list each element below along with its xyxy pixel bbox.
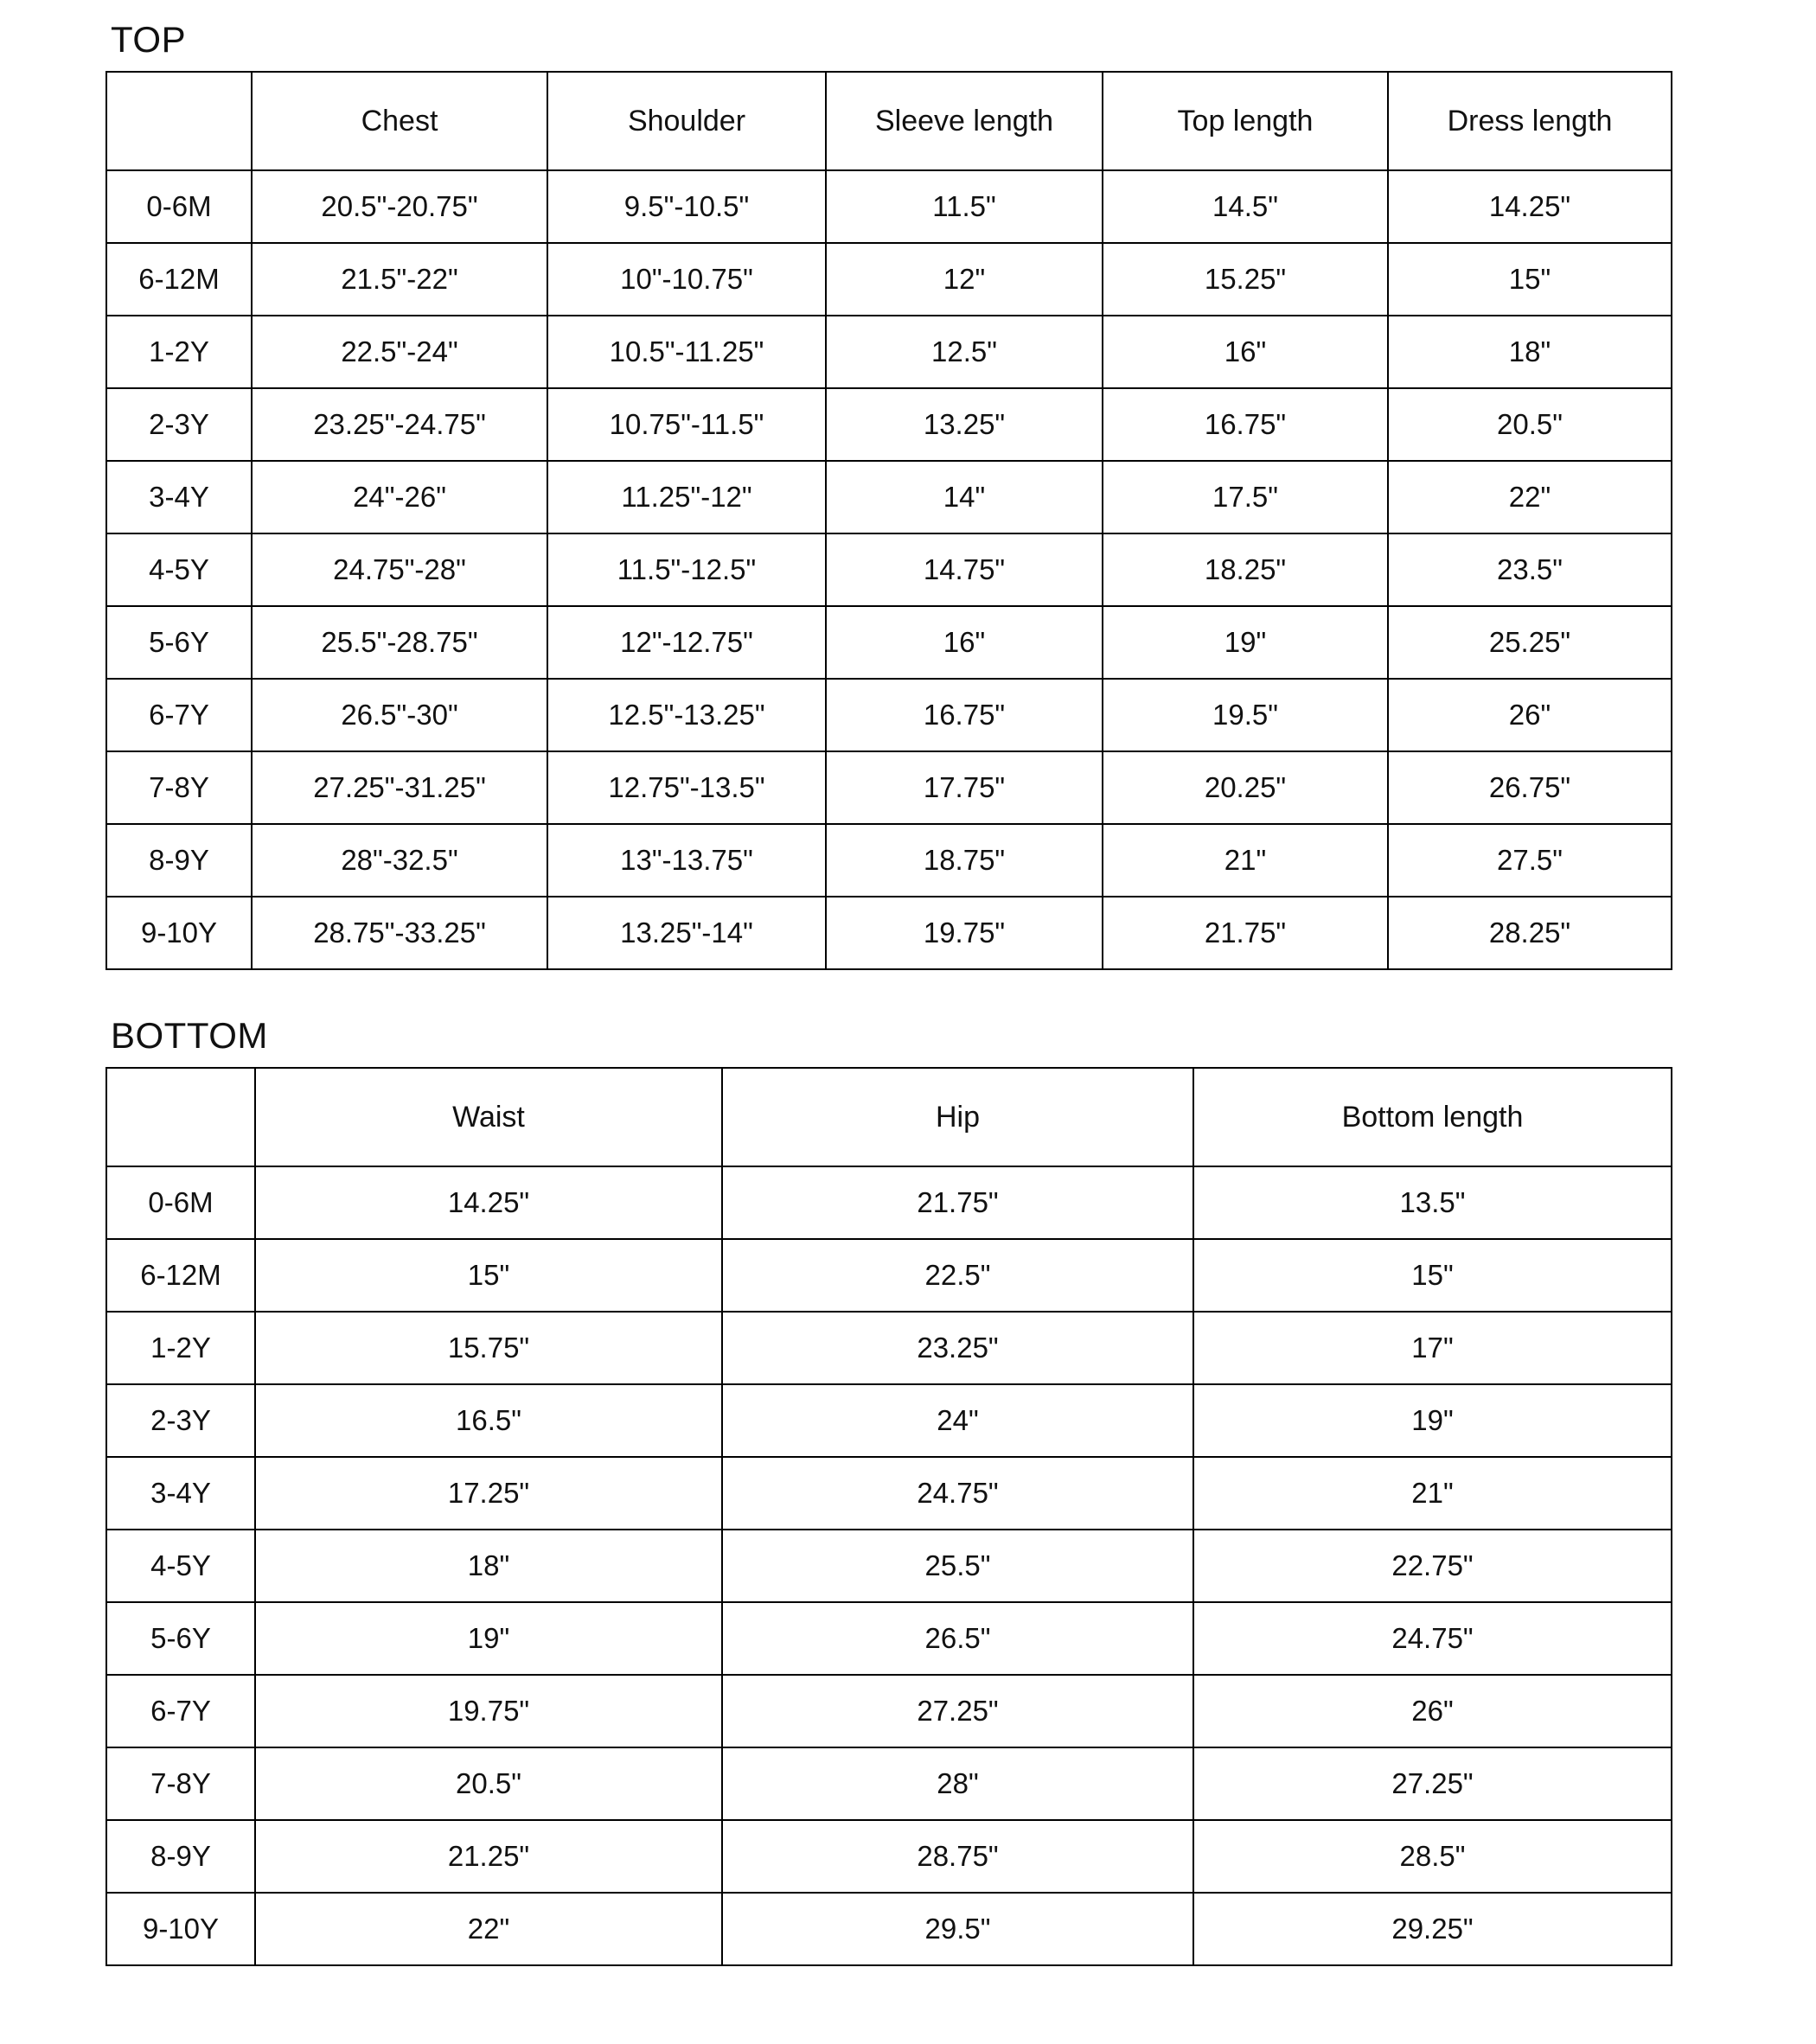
cell-top-length: 20.25" [1103,751,1388,824]
column-header-bottom-length: Bottom length [1193,1068,1672,1166]
cell-chest: 21.5"-22" [252,243,547,316]
cell-bottom-length: 17" [1193,1312,1672,1384]
cell-size: 9-10Y [106,897,252,969]
table-row [106,1166,1672,1239]
table-header-row [106,1068,1672,1166]
cell-waist: 15.75" [255,1312,722,1384]
table-row [106,533,1672,606]
table-row [106,1457,1672,1530]
cell-size: 2-3Y [106,1384,255,1457]
column-header-sleeve-length: Sleeve length [826,72,1103,170]
cell-shoulder: 13.25"-14" [547,897,826,969]
cell-hip: 22.5" [722,1239,1193,1312]
cell-hip: 25.5" [722,1530,1193,1602]
cell-hip: 24" [722,1384,1193,1457]
cell-sleeve-length: 17.75" [826,751,1103,824]
cell-bottom-length: 22.75" [1193,1530,1672,1602]
table-row [106,1675,1672,1747]
cell-sleeve-length: 16" [826,606,1103,679]
cell-top-length: 21.75" [1103,897,1388,969]
cell-bottom-length: 19" [1193,1384,1672,1457]
cell-top-length: 19.5" [1103,679,1388,751]
cell-sleeve-length: 16.75" [826,679,1103,751]
column-header-hip: Hip [722,1068,1193,1166]
top-table-head [106,72,1672,170]
cell-bottom-length: 21" [1193,1457,1672,1530]
table-row [106,243,1672,316]
cell-waist: 18" [255,1530,722,1602]
cell-hip: 23.25" [722,1312,1193,1384]
table-row [106,1893,1672,1965]
cell-dress-length: 18" [1388,316,1672,388]
cell-shoulder: 11.5"-12.5" [547,533,826,606]
cell-top-length: 14.5" [1103,170,1388,243]
cell-hip: 21.75" [722,1166,1193,1239]
cell-top-length: 18.25" [1103,533,1388,606]
cell-top-length: 16.75" [1103,388,1388,461]
cell-size: 3-4Y [106,461,252,533]
table-row [106,824,1672,897]
cell-size: 4-5Y [106,533,252,606]
cell-sleeve-length: 14.75" [826,533,1103,606]
table-row [106,897,1672,969]
cell-sleeve-length: 18.75" [826,824,1103,897]
table-row [106,1239,1672,1312]
cell-chest: 24.75"-28" [252,533,547,606]
cell-waist: 20.5" [255,1747,722,1820]
cell-sleeve-length: 19.75" [826,897,1103,969]
cell-waist: 22" [255,1893,722,1965]
cell-top-length: 17.5" [1103,461,1388,533]
bottom-section-title: BOTTOM [111,1015,268,1056]
cell-size: 5-6Y [106,1602,255,1675]
cell-size: 5-6Y [106,606,252,679]
bottom-size-table [106,1067,1672,1966]
cell-size: 1-2Y [106,316,252,388]
column-header-shoulder: Shoulder [547,72,826,170]
cell-bottom-length: 28.5" [1193,1820,1672,1893]
cell-hip: 26.5" [722,1602,1193,1675]
table-row [106,679,1672,751]
cell-bottom-length: 15" [1193,1239,1672,1312]
column-header-dress-length: Dress length [1388,72,1672,170]
top-size-table [106,71,1672,970]
cell-chest: 20.5"-20.75" [252,170,547,243]
cell-size: 6-7Y [106,679,252,751]
cell-chest: 22.5"-24" [252,316,547,388]
cell-size: 0-6M [106,1166,255,1239]
cell-bottom-length: 26" [1193,1675,1672,1747]
top-table-body [106,170,1672,969]
section-spacer [0,970,1816,1015]
cell-dress-length: 27.5" [1388,824,1672,897]
cell-dress-length: 28.25" [1388,897,1672,969]
column-header-chest: Chest [252,72,547,170]
cell-hip: 24.75" [722,1457,1193,1530]
table-row [106,1384,1672,1457]
bottom-table-head [106,1068,1672,1166]
table-row [106,1820,1672,1893]
table-header-row [106,72,1672,170]
cell-dress-length: 26" [1388,679,1672,751]
cell-chest: 26.5"-30" [252,679,547,751]
cell-size: 8-9Y [106,1820,255,1893]
cell-shoulder: 10.5"-11.25" [547,316,826,388]
cell-dress-length: 26.75" [1388,751,1672,824]
cell-hip: 28" [722,1747,1193,1820]
cell-shoulder: 10"-10.75" [547,243,826,316]
table-row [106,751,1672,824]
cell-waist: 21.25" [255,1820,722,1893]
cell-shoulder: 12.75"-13.5" [547,751,826,824]
cell-top-length: 15.25" [1103,243,1388,316]
cell-shoulder: 10.75"-11.5" [547,388,826,461]
cell-top-length: 16" [1103,316,1388,388]
cell-size: 7-8Y [106,1747,255,1820]
table-row [106,1530,1672,1602]
table-row [106,1312,1672,1384]
cell-chest: 23.25"-24.75" [252,388,547,461]
cell-size: 6-12M [106,243,252,316]
cell-size: 0-6M [106,170,252,243]
cell-chest: 24"-26" [252,461,547,533]
cell-size: 2-3Y [106,388,252,461]
top-table-wrapper [106,71,1671,970]
cell-dress-length: 20.5" [1388,388,1672,461]
cell-dress-length: 15" [1388,243,1672,316]
cell-hip: 27.25" [722,1675,1193,1747]
cell-chest: 25.5"-28.75" [252,606,547,679]
cell-bottom-length: 13.5" [1193,1166,1672,1239]
cell-bottom-length: 27.25" [1193,1747,1672,1820]
column-header-waist: Waist [255,1068,722,1166]
cell-size: 6-7Y [106,1675,255,1747]
column-header-size [106,1068,255,1166]
cell-size: 3-4Y [106,1457,255,1530]
cell-chest: 28.75"-33.25" [252,897,547,969]
cell-waist: 16.5" [255,1384,722,1457]
cell-waist: 17.25" [255,1457,722,1530]
cell-size: 4-5Y [106,1530,255,1602]
cell-size: 6-12M [106,1239,255,1312]
cell-chest: 27.25"-31.25" [252,751,547,824]
cell-chest: 28"-32.5" [252,824,547,897]
cell-sleeve-length: 11.5" [826,170,1103,243]
cell-sleeve-length: 14" [826,461,1103,533]
cell-bottom-length: 24.75" [1193,1602,1672,1675]
table-row [106,1602,1672,1675]
cell-bottom-length: 29.25" [1193,1893,1672,1965]
bottom-table-body [106,1166,1672,1965]
cell-size: 8-9Y [106,824,252,897]
table-row [106,388,1672,461]
cell-waist: 15" [255,1239,722,1312]
cell-dress-length: 25.25" [1388,606,1672,679]
table-row [106,170,1672,243]
cell-waist: 19.75" [255,1675,722,1747]
cell-size: 7-8Y [106,751,252,824]
cell-size: 1-2Y [106,1312,255,1384]
cell-sleeve-length: 13.25" [826,388,1103,461]
bottom-table-wrapper [106,1067,1671,1966]
cell-shoulder: 12.5"-13.25" [547,679,826,751]
cell-sleeve-length: 12" [826,243,1103,316]
column-header-size [106,72,252,170]
cell-hip: 29.5" [722,1893,1193,1965]
table-row [106,461,1672,533]
cell-top-length: 21" [1103,824,1388,897]
cell-size: 9-10Y [106,1893,255,1965]
cell-dress-length: 14.25" [1388,170,1672,243]
top-section-title: TOP [111,19,187,60]
cell-shoulder: 11.25"-12" [547,461,826,533]
cell-hip: 28.75" [722,1820,1193,1893]
cell-shoulder: 12"-12.75" [547,606,826,679]
cell-top-length: 19" [1103,606,1388,679]
cell-shoulder: 9.5"-10.5" [547,170,826,243]
cell-waist: 19" [255,1602,722,1675]
cell-sleeve-length: 12.5" [826,316,1103,388]
cell-dress-length: 22" [1388,461,1672,533]
table-row [106,316,1672,388]
table-row [106,1747,1672,1820]
table-row [106,606,1672,679]
cell-shoulder: 13"-13.75" [547,824,826,897]
cell-waist: 14.25" [255,1166,722,1239]
column-header-top-length: Top length [1103,72,1388,170]
cell-dress-length: 23.5" [1388,533,1672,606]
